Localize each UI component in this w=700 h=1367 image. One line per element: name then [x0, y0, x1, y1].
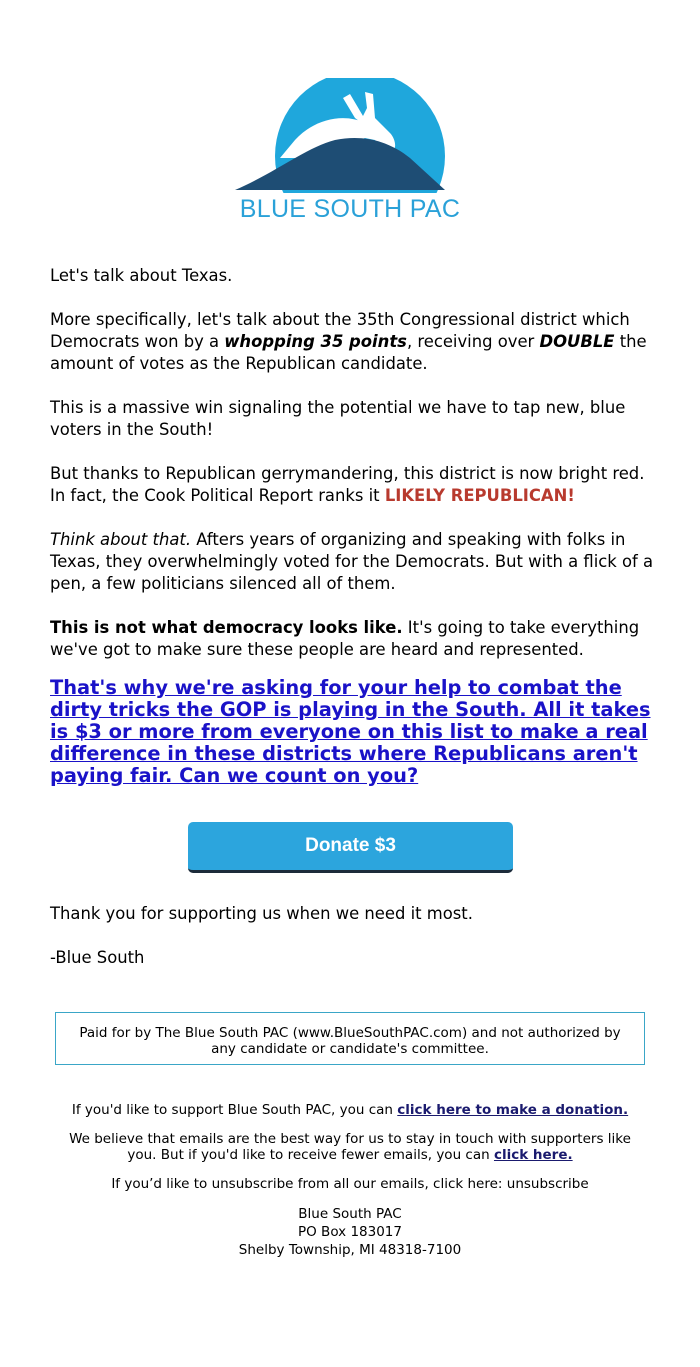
fewer-emails-link[interactable]: click here. — [493, 1147, 573, 1163]
closing — [50, 903, 656, 991]
paragraph-gerrymander: But thanks to Republican gerrymandering, this district is now bright red. In fact, the Cook Political Report ranks it LIKELY REPUBLICAN! — [50, 464, 645, 505]
signature: -Blue South — [50, 948, 145, 967]
paragraph-intro: Let's talk about Texas. — [50, 266, 233, 285]
logo — [0, 0, 700, 240]
mailing-address: Blue South PAC PO Box 183017 Shelby Township, MI 48318-7100 — [238, 1206, 462, 1258]
unsubscribe-line[interactable]: If you’d like to unsubscribe from all our emails, click here: unsubscribe — [111, 1176, 589, 1192]
support-line: If you'd like to support Blue South PAC, you can click here to make a donation. — [71, 1102, 629, 1118]
donkey-logo-icon — [225, 78, 450, 193]
email-body — [50, 265, 656, 787]
donate-button[interactable]: Donate $3 — [188, 822, 513, 873]
donate-button-wrap — [188, 822, 513, 873]
paid-for-disclaimer: Paid for by The Blue South PAC (www.BlueSouthPAC.com) and not authorized by any candidate or candidate's committee. — [55, 1012, 645, 1065]
paragraph-think: Think about that. Afters years of organizing and speaking with folks in Texas, they overwhelmingly voted for the Democrats. But with a flick of a pen, a few politicians silenced all of them. — [50, 530, 654, 593]
donation-link[interactable]: click here to make a donation. — [397, 1102, 629, 1118]
logo-text: BLUE SOUTH PAC — [239, 195, 461, 223]
thanks-text: Thank you for supporting us when we need it most. — [50, 904, 473, 923]
footer — [55, 1102, 645, 1259]
fewer-emails-line: We believe that emails are the best way for us to stay in touch with supporters like you. But if you'd like to receive fewer emails, you can click here. — [69, 1131, 631, 1163]
paragraph-democracy: This is not what democracy looks like. It's going to take everything we've got to make sure these people are heard and represented. — [50, 618, 640, 659]
likely-republican-label: LIKELY REPUBLICAN! — [384, 486, 575, 505]
ask-link[interactable]: That's why we're asking for your help to combat the dirty tricks the GOP is playing in the South. All it takes is $3 or more from everyone on this list to make a real difference in these districts where Republicans aren't paying fair. Can we count on you? — [50, 676, 651, 787]
paragraph-district: More specifically, let's talk about the 35th Congressional district which Democrats won by a whopping 35 points, receiving over DOUBLE the amount of votes as the Republican candidate. — [50, 310, 647, 373]
paragraph-win: This is a massive win signaling the potential we have to tap new, blue voters in the South! — [50, 398, 626, 439]
